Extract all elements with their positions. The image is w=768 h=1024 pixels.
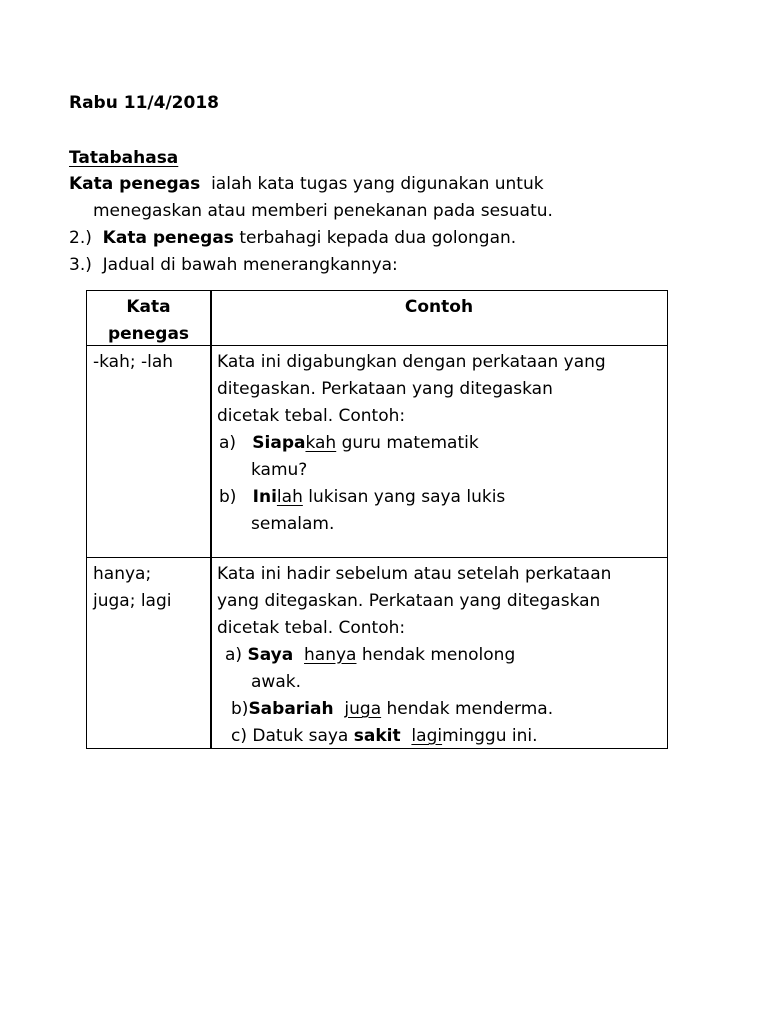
intro-bold-term: Kata penegas [69, 174, 201, 194]
row-1-example-b-underlined: lah [276, 487, 303, 507]
row-1-example-b-rest: lukisan yang saya lukis [308, 487, 506, 507]
row-2-example-a-label: a) [225, 645, 243, 665]
row-2-example-c [217, 723, 611, 750]
row-1-example-b-label: b) [219, 487, 237, 507]
intro-line-1 [69, 173, 544, 195]
date-text: Rabu 11/4/2018 [69, 93, 219, 113]
item-3-text: Jadual di bawah menerangkannya: [102, 255, 398, 275]
row-1-example-a-underlined: kah [305, 433, 337, 453]
row-1-desc-line-1: Kata ini digabungkan dengan perkataan yang [217, 352, 606, 372]
item-2-bold-term: Kata penegas [102, 228, 234, 248]
intro-line-2 [93, 200, 553, 222]
date-line [69, 92, 219, 114]
intro-line-2-text: menegaskan atau memberi penekanan pada sesuatu. [93, 201, 553, 221]
item-2-number: 2.) [69, 228, 92, 248]
row-1-example-b [217, 484, 606, 511]
row-2-desc-line-1: Kata ini hadir sebelum atau setelah perkataan [217, 564, 612, 584]
row-1-example-a-label: a) [219, 433, 237, 453]
penegas-table [86, 290, 668, 749]
item-2-rest: terbahagi kepada dua golongan. [239, 228, 517, 248]
row-2-example-b-rest: hendak menderma. [386, 699, 554, 719]
row-2-type [93, 561, 172, 615]
row-2-example-c-underlined: lagi [411, 726, 443, 746]
header-col-1-line-2: penegas [107, 324, 190, 344]
row-1-desc-line-2: ditegaskan. Perkataan yang ditegaskan [217, 379, 553, 399]
row-1-example-b-bold: Ini [252, 487, 277, 507]
intro-item-3 [69, 254, 398, 276]
row-2-desc-line-2: yang ditegaskan. Perkataan yang ditegaskan [217, 591, 601, 611]
intro-item-2 [69, 227, 516, 249]
row-2-desc-line-3: dicetak tebal. Contoh: [217, 618, 406, 638]
row-1-example-a-line-2: kamu? [251, 460, 308, 480]
row-2-example-a [217, 642, 611, 669]
row-2-example-c-rest: minggu ini. [442, 726, 538, 746]
item-3-number: 3.) [69, 255, 92, 275]
row-2-example-b-underlined: juga [344, 699, 382, 719]
intro-line-1-rest: ialah kata tugas yang digunakan untuk [211, 174, 544, 194]
row-2-example-a-rest: hendak menolong [361, 645, 516, 665]
row-2-example-c-bold: sakit [353, 726, 401, 746]
row-1-description [217, 349, 606, 538]
header-col-1-line-1: Kata [126, 297, 171, 317]
row-2-example-a-bold: Saya [247, 645, 294, 665]
row-2-example-b-bold: Sabariah [248, 699, 334, 719]
table-column-divider-double [211, 291, 212, 748]
row-1-example-a [217, 430, 606, 457]
row-1-desc-line-3: dicetak tebal. Contoh: [217, 406, 406, 426]
header-col-2-text: Contoh [404, 297, 474, 317]
row-2-example-a-line-2: awak. [251, 672, 301, 692]
row-2-description [217, 561, 611, 750]
table-row-divider [87, 557, 667, 558]
row-2-example-c-pre: Datuk saya [252, 726, 349, 746]
row-2-example-b [217, 696, 611, 723]
heading-text: Tatabahasa [69, 148, 179, 168]
row-1-example-a-rest: guru matematik [341, 433, 479, 453]
row-2-type-line-1: hanya; [93, 564, 152, 584]
row-2-example-b-label: b) [231, 699, 249, 719]
row-1-type-text: -kah; -lah [93, 352, 174, 372]
row-1-example-b-line-2: semalam. [251, 514, 335, 534]
row-2-example-a-underlined: hanya [304, 645, 357, 665]
row-2-example-c-label: c) [231, 726, 247, 746]
header-col-1 [87, 294, 210, 348]
row-2-type-line-2: juga; lagi [93, 591, 172, 611]
header-col-2 [211, 294, 667, 321]
row-1-example-a-bold: Siapa [252, 433, 306, 453]
heading [69, 147, 178, 169]
row-1-type [93, 349, 173, 376]
